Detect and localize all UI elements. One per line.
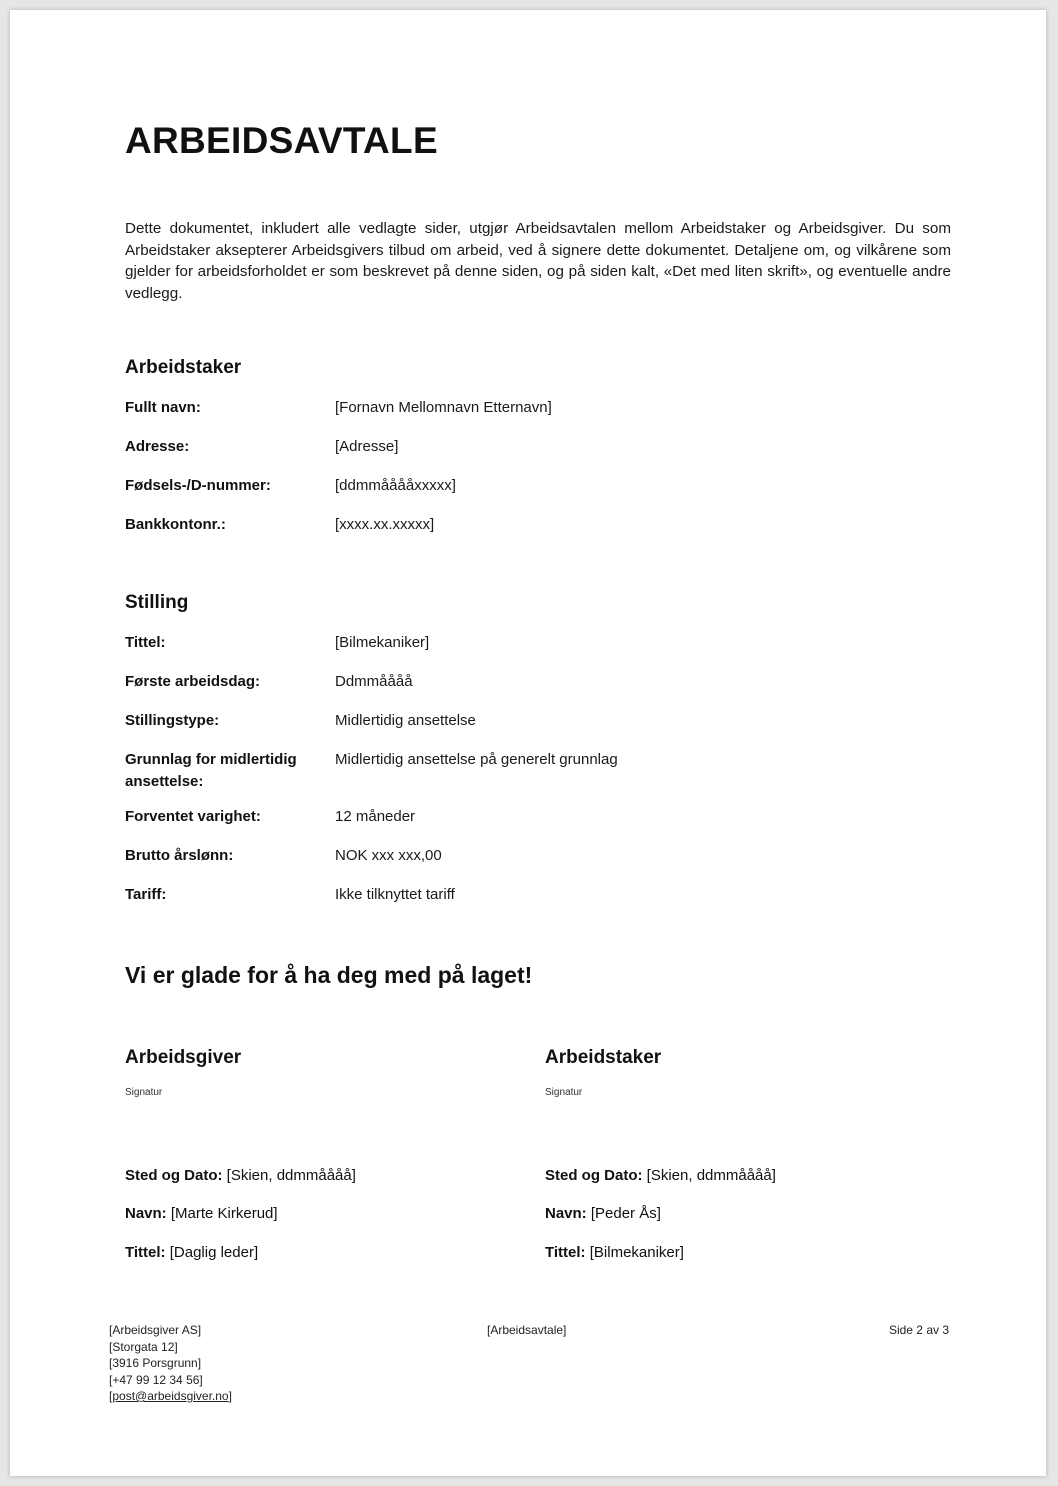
- field-value: [Bilmekaniker]: [335, 634, 430, 651]
- footer-address-block: [109, 1322, 232, 1405]
- field-label: Forventet varighet:: [125, 808, 261, 825]
- field-value: NOK xxx xxx,00: [335, 847, 442, 864]
- place-value: [Skien, ddmmåååå]: [646, 1167, 776, 1184]
- title-value: [Bilmekaniker]: [589, 1244, 684, 1261]
- footer-document-name: [Arbeidsavtale]: [487, 1323, 567, 1337]
- field-label: Fullt navn:: [125, 399, 201, 416]
- field-label: Første arbeidsdag:: [125, 673, 261, 690]
- title-value: [Daglig leder]: [169, 1244, 259, 1261]
- employee-section-heading: Arbeidstaker: [125, 357, 242, 378]
- position-section-heading: Stilling: [125, 592, 189, 613]
- field-value: Midlertidig ansettelse: [335, 712, 476, 729]
- name-value: [Peder Ås]: [590, 1205, 661, 1222]
- place-value: [Skien, ddmmåååå]: [226, 1167, 356, 1184]
- name-label: Navn:: [125, 1205, 167, 1222]
- employer-name: [125, 1203, 278, 1225]
- field-value: [Adresse]: [335, 438, 399, 455]
- field-value: [xxxx.xx.xxxxx]: [335, 516, 435, 533]
- field-value: Ddmmåååå: [335, 673, 413, 690]
- employer-place-date: [125, 1165, 356, 1187]
- footer-email-link[interactable]: post@arbeidsgiver.no: [112, 1389, 229, 1403]
- field-label: Bankkontonr.:: [125, 516, 226, 533]
- field-label: Grunnlag for midlertidig ansettelse:: [125, 751, 297, 790]
- employee-place-date: [545, 1165, 776, 1187]
- employee-title: [545, 1242, 684, 1264]
- welcome-heading: Vi er glade for å ha deg med på laget!: [125, 962, 533, 988]
- field-value: Ikke tilknyttet tariff: [335, 886, 455, 903]
- field-label: Fødsels-/D-nummer:: [125, 477, 271, 494]
- employer-title: [125, 1242, 258, 1264]
- bracket-close: ]: [228, 1389, 232, 1403]
- footer-phone: [+47 99 12 34 56]: [109, 1372, 203, 1387]
- title-label: Tittel:: [125, 1244, 166, 1261]
- footer-company: [Arbeidsgiver AS]: [109, 1323, 202, 1337]
- footer-email-line: [109, 1388, 232, 1405]
- field-value: 12 måneder: [335, 808, 416, 825]
- bracket-open: [: [109, 1389, 113, 1403]
- name-label: Navn:: [545, 1205, 587, 1222]
- place-label: Sted og Dato:: [545, 1167, 643, 1184]
- field-value: Midlertidig ansettelse på generelt grunnlag: [335, 751, 618, 768]
- field-label: Tariff:: [125, 886, 167, 903]
- field-label: Brutto årslønn:: [125, 847, 234, 864]
- employer-signature-heading: Arbeidsgiver: [125, 1047, 242, 1068]
- footer-street: [Storgata 12]: [109, 1339, 178, 1354]
- field-value: [Fornavn Mellomnavn Etternavn]: [335, 399, 552, 416]
- document-page: [10, 10, 1046, 1476]
- document-title: ARBEIDSAVTALE: [125, 120, 438, 161]
- intro-paragraph: Dette dokumentet, inkludert alle vedlagte sider, utgjør Arbeidsavtalen mellom Arbeidstaker og Arbeidsgiver. Du som Arbeidstaker aksepterer Arbeidsgivers tilbud om arbeid, ved å signere dette dokumentet. Detaljene om, og vilkårene som gjelder for arbeidsforholdet er som beskrevet på denne siden, og på siden kalt, «Det med liten skrift», og eventuelle andre vedlegg.: [125, 220, 951, 303]
- field-value: [ddmmååååxxxxx]: [335, 477, 456, 494]
- field-label: Stillingstype:: [125, 712, 220, 729]
- employee-name: [545, 1203, 661, 1225]
- field-label: Tittel:: [125, 634, 166, 651]
- footer-city: [3916 Porsgrunn]: [109, 1356, 202, 1370]
- place-label: Sted og Dato:: [125, 1167, 223, 1184]
- field-label: Adresse:: [125, 438, 190, 455]
- employee-signature-heading: Arbeidstaker: [545, 1047, 662, 1068]
- footer-page-number: Side 2 av 3: [888, 1323, 949, 1337]
- employee-signature-label: Signatur: [545, 1087, 583, 1098]
- name-value: [Marte Kirkerud]: [170, 1205, 278, 1222]
- employer-signature-label: Signatur: [125, 1087, 163, 1098]
- title-label: Tittel:: [545, 1244, 586, 1261]
